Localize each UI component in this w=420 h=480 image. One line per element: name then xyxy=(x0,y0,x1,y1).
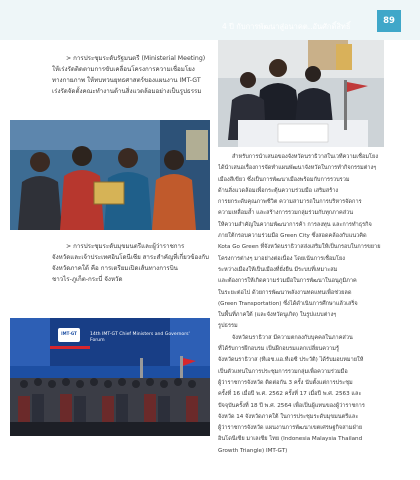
right-text-line: ความเหลื่อมล้ำ และสร้างการรวมกลุ่มร่วมกับทุกภาคส่วน xyxy=(218,210,354,217)
right-text-line: ในพื้นที่ภาคใต้ (และจังหวัดนูเกิต) ในรูปแบบต่างๆ xyxy=(218,312,337,319)
right-text-line: ด้านสิ่งแวดล้อมเพื่อกระตุ้นความร่วมมือ เสริมสร้าง xyxy=(218,187,339,194)
governors-forum-section xyxy=(52,242,210,286)
right-text-line: อินโดนีเซีย มาเลเซีย ไทย (Indonesia Malaysia Thailand xyxy=(218,436,363,443)
right-text-line: ที่ได้รับการฝึกอบรม เป็นฝึกอบรมแลกเปลี่ยนความรู้ xyxy=(218,346,339,353)
right-text-line: เมืองสีเขียว ซึ่งเป็นการพัฒนาเมืองพร้อมกับการรวบรวม xyxy=(218,176,350,183)
right-text-line: ให้ความสำคัญในความพัฒนาการค้า การลงทุน และการทำธุรกิจ xyxy=(218,221,372,228)
right-text-line: ผู้ว่าราชการจังหวัด แผนงานการพัฒนาเขตเศรษฐกิจสามฝ่าย xyxy=(218,425,363,432)
right-text-line: สำหรับการนำเสนอของจังหวัดนราธิวาสในเวทีความเชื่อมโยง xyxy=(232,154,379,160)
ministerial-line-3: เร่งรัดจัดตั้งคณะทำงานด้านสิ่งแวดล้อมอย่างเป็นรูปธรรม xyxy=(52,87,202,95)
governors-line-3: จังหวัดภาคใต้ คือ การเตรียมเปิดเส้นทางการบิน xyxy=(52,264,178,272)
right-text-line: และต้องการให้เกิดความร่วมมือในการพัฒนาในอนุภูมิภาค xyxy=(218,278,357,285)
right-text-line: จังหวัด 14 จังหวัดภาคใต้ ในการประชุมระดับมุขมนตรีและ xyxy=(218,413,359,420)
narathiwat-presentation-text xyxy=(218,152,384,457)
right-text-line: เป็นตัวแทนในการประชุมการรวมกลุ่มเพื่อความร่วมมือ xyxy=(218,368,348,375)
right-text-line: (Green Transportation) ซึ่งได้ดำเนินการศึกษาแล้วเสร็จ xyxy=(218,300,358,307)
header-band xyxy=(0,0,420,40)
right-text-line: จังหวัดนราธิวาส (ทีเอช.แอ.ทีเอซี ประวัติ) ได้รับมอบหมายให้ xyxy=(218,357,364,364)
right-text-line: ได้นำเสนอเรื่องการจัดทำแผนพัฒนาจังหวัดในการทำกิจกรรมต่างๆ xyxy=(218,165,377,172)
right-text-line: ผู้ว่าราชการจังหวัด ติดต่อกัน 3 ครั้ง นับตั้งแต่การประชุม xyxy=(218,379,353,386)
right-text-line: ครั้งที่ 16 เมื่อปี พ.ศ. 2562 ครั้งที่ 17 เมื่อปี พ.ศ. 2563 และ xyxy=(218,391,362,398)
ministerial-meeting-section xyxy=(52,54,210,98)
governors-line-4: ชาวไร-ภูเก็ต-กระบี่ จังหวัด xyxy=(52,275,123,283)
page-number-badge: 89 xyxy=(377,10,401,32)
photo-plaque-handover xyxy=(10,120,210,230)
right-text-line: ภายใต้กรอบความร่วมมือ Green City ซึ่งสอดคล้องกับแนวคิด xyxy=(218,233,367,240)
right-text-line: การยกระดับคุณภาพชีวิต ความสามารถในการบริหารจัดการ xyxy=(218,199,362,206)
banner-logo: IMT·GT xyxy=(61,331,77,336)
ministerial-line-2: ทางกายภาพ ให้ทบทวนยุทธศาสตร์ของแผนงาน IMT-GT xyxy=(52,76,201,84)
right-text-line: โครงการต่างๆ มาอย่างต่อเนื่อง โดยเน้นการเชื่อมโยง xyxy=(218,255,346,262)
right-text-line: Kota Go Green ที่จังหวัดนราธิวาสส่งเสริมให้เป็นกรอบในการขยาย xyxy=(218,244,381,251)
ministerial-meeting-heading: > การประชุมระดับรัฐมนตรี (Ministerial Meeting) xyxy=(66,55,206,62)
page-header-title: 4 ปี กับการพัฒนาสู่อนาคต..อันศักดิ์สิทธิ์ xyxy=(222,22,351,31)
photo-signing-ceremony xyxy=(218,40,384,147)
right-text-line: ในระยะต่อไป ด้วยการพัฒนาพลังงานทดแทนเพื่อช่วยลด xyxy=(218,289,352,296)
right-text-line: Growth Triangle) IMT-GT) xyxy=(218,447,288,454)
right-text-line: ปัจจุบันครั้งที่ 18 ปี พ.ศ. 2564 เพื่อเป็นผู้แทนของผู้ว่าราชการ xyxy=(218,402,365,409)
governors-line-1: > การประชุมระดับมุขมนตรีและผู้ว่าราชการ xyxy=(66,243,185,250)
ministerial-line-1: ให้เร่งรัดติดตามการขับเคลื่อนโครงการความเชื่อมโยง xyxy=(52,65,195,73)
governors-line-2: จังหวัดและเจ้าประเทศอินโดนีเซีย สาระสำคัญที่เกี่ยวข้องกับ xyxy=(52,253,209,261)
photo-group-forum xyxy=(10,318,210,436)
right-text-line: จังหวัดนราธิวาส มีความตกลงกับบุคคลในภาคส่วน xyxy=(232,334,353,341)
banner-title: 14th IMT-GT Chief Ministers and Governors' Forum xyxy=(90,332,190,343)
right-text-line: รูปธรรม xyxy=(218,323,238,330)
right-text-line: ระหว่างเมืองให้เป็นเมืองที่ยั่งยืน มีระบบที่เหมาะสม xyxy=(218,266,338,273)
